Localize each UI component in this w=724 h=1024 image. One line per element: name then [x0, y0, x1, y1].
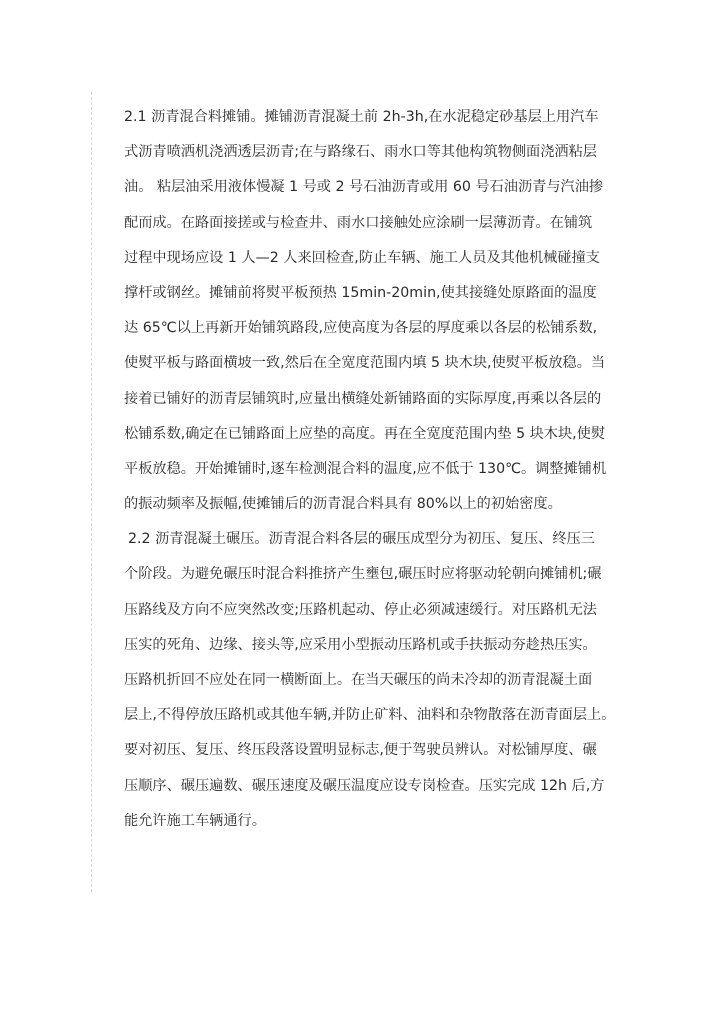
- text-line: 个阶段。为避免碾压时混合料推挤产生壅包,碾压时应将驱动轮朝向摊铺机;碾: [124, 566, 602, 583]
- text-line: 接着已铺好的沥青层铺筑时,应量出横缝处新铺路面的实际厚度,再乘以各层的: [124, 390, 602, 407]
- text-line: 撑杆或钢丝。摊铺前将熨平板预热 15min-20min,使其接缝处原路面的温度: [124, 284, 597, 301]
- text-line: 压顺序、碾压遍数、碾压速度及碾压温度应设专岗检查。压实完成 12h 后,方: [124, 777, 605, 794]
- text-line: 油。 粘层油采用液体慢凝 1 号或 2 号石油沥青或用 60 号石油沥青与汽油掺: [124, 179, 604, 196]
- left-margin-rule: [91, 92, 92, 892]
- text-line: 配而成。在路面接搓或与检查井、雨水口接触处应涂刷一层薄沥青。在铺筑: [124, 214, 593, 231]
- text-line: 要对初压、复压、终压段落设置明显标志,便于驾驶员辨认。对松铺厚度、碾: [124, 742, 597, 759]
- text-line: 2.1 沥青混合料摊铺。摊铺沥青混凝土前 2h-3h,在水泥稳定砂基层上用汽车: [124, 109, 599, 125]
- text-line: 压路线及方向不应突然改变;压路机起动、停止必须减速缓行。对压路机无法: [124, 601, 597, 618]
- text-line: 的振动频率及振幅,使摊铺后的沥青混合料具有 80%以上的初始密度。: [124, 496, 562, 513]
- paragraph-2-1: [124, 100, 624, 522]
- text-line: 2.2 沥青混凝土碾压。沥青混合料各层的碾压成型分为初压、复压、终压三: [128, 531, 595, 548]
- text-line: 压实的死角、边缘、接头等,应采用小型振动压路机或手扶振动夯趁热压实。: [124, 636, 597, 653]
- text-line: 使熨平板与路面横坡一致,然后在全宽度范围内填 5 块木块,使熨平板放稳。当: [124, 355, 606, 372]
- text-line: 能允许施工车辆通行。: [124, 812, 266, 829]
- text-line: 层上,不得停放压路机或其他车辆,并防止矿料、油料和杂物散落在沥青面层上。: [124, 707, 616, 724]
- text-line: 式沥青喷洒机浇洒透层沥青;在与路缘石、雨水口等其他构筑物侧面浇洒粘层: [124, 144, 597, 161]
- text-line: 平板放稳。开始摊铺时,逐车检测混合料的温度,应不低于 130℃。调整摊铺机: [124, 460, 607, 477]
- text-line: 达 65℃以上再新开始铺筑路段,应使高度为各层的厚度乘以各层的松铺系数,: [124, 320, 598, 337]
- text-line: 压路机折回不应处在同一横断面上。在当天碾压的尚未冷却的沥青混凝土面: [124, 672, 593, 688]
- document-body: [124, 100, 624, 839]
- paragraph-2-2: [124, 522, 624, 839]
- text-line: 松铺系数,确定在已铺路面上应垫的高度。再在全宽度范围内垫 5 块木块,使熨: [124, 425, 606, 442]
- text-line: 过程中现场应设 1 人—2 人来回检查,防止车辆、施工人员及其他机械碰撞支: [124, 249, 600, 266]
